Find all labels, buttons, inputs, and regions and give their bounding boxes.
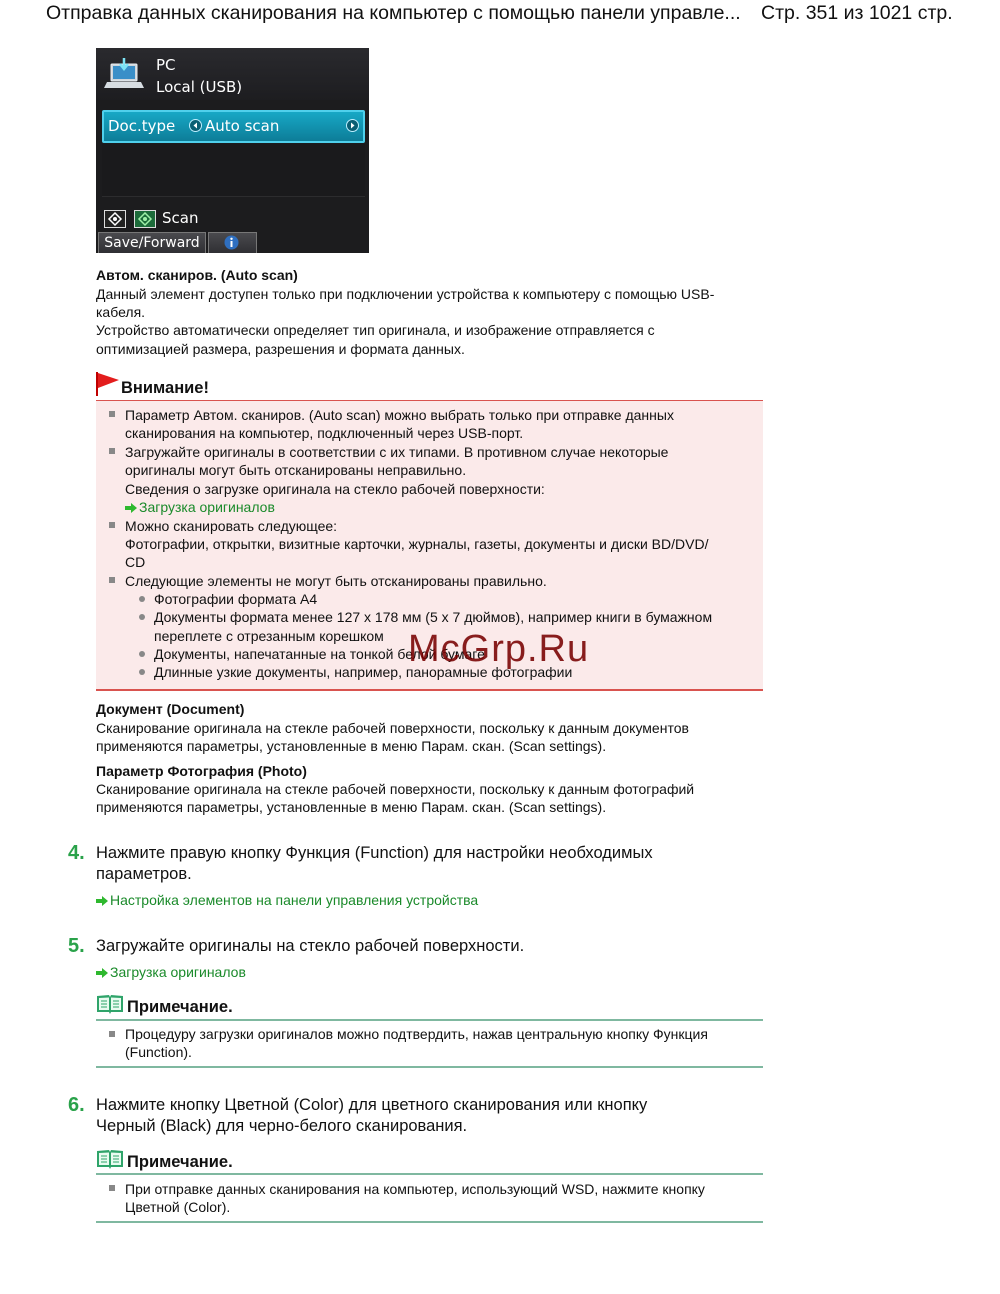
left-arrow-icon[interactable] <box>189 119 202 132</box>
note-2-text-2: Цветной (Color). <box>125 1199 231 1215</box>
info-icon <box>224 235 239 250</box>
doc-type-value: Auto scan <box>205 117 280 135</box>
loading-originals-link-text[interactable]: Загрузка оригиналов <box>139 499 275 515</box>
green-arrow-icon <box>96 896 108 906</box>
bullet-icon <box>109 522 115 528</box>
bullet-icon <box>109 1185 115 1191</box>
doc-type-setting[interactable] <box>102 110 365 143</box>
attention-item-1-cont: сканирования на компьютер, подключенный через USB-порт. <box>125 425 524 441</box>
step-6-text-1: Нажмите кнопку Цветной (Color) для цветного сканирования или кнопку <box>96 1096 648 1114</box>
loading-originals-link[interactable] <box>125 498 275 516</box>
loading-originals-link-2[interactable] <box>96 963 246 981</box>
step-5-number: 5. <box>68 935 85 957</box>
attention-item-2: Загружайте оригиналы в соответствии с их типами. В противном случае некоторые <box>125 444 669 460</box>
lcd-connection: Local (USB) <box>156 78 243 96</box>
photo-text-1: Сканирование оригинала на стекле рабочей поверхности, поскольку к данным фотографий <box>96 781 695 797</box>
document-text-2: применяются параметры, установленные в меню Парам. скан. (Scan settings). <box>96 738 607 754</box>
black-start-icon <box>104 210 126 228</box>
attention-subitem-1: Фотографии формата A4 <box>154 591 318 607</box>
bullet-dot-icon <box>139 596 145 602</box>
save-forward-tab[interactable]: Save/Forward <box>98 232 206 253</box>
bullet-dot-icon <box>139 614 145 620</box>
note-2-title: Примечание. <box>127 1153 233 1171</box>
attention-subitem-4: Длинные узкие документы, например, панорамные фотографии <box>154 664 573 680</box>
page-title: Отправка данных сканирования на компьютер с помощью панели управле... <box>46 2 741 24</box>
attention-subitem-2-cont: переплете с отрезанным корешком <box>154 628 384 644</box>
note-2-text-1: При отправке данных сканирования на компьютер, использующий WSD, нажмите кнопку <box>125 1181 705 1197</box>
photo-text-2: применяются параметры, установленные в меню Парам. скан. (Scan settings). <box>96 799 607 815</box>
note-1-bottom-rule <box>96 1066 763 1068</box>
attention-item-2-cont2: Сведения о загрузке оригинала на стекло рабочей поверхности: <box>125 481 545 497</box>
step-6-text-2: Черный (Black) для черно-белого сканирования. <box>96 1117 468 1135</box>
page-number: Стр. 351 из 1021 стр. <box>761 2 953 24</box>
auto-scan-text-3: Устройство автоматически определяет тип оригинала, и изображение отправляется с <box>96 322 655 338</box>
red-flag-icon <box>96 372 120 396</box>
attention-item-3-cont2: CD <box>125 554 146 570</box>
attention-item-3-cont: Фотографии, открытки, визитные карточки, журналы, газеты, документы и диски BD/DVD/ <box>125 536 709 552</box>
document-heading: Документ (Document) <box>96 701 245 717</box>
loading-originals-link-2-text[interactable]: Загрузка оригиналов <box>110 964 246 980</box>
step-4-text-2: параметров. <box>96 865 192 883</box>
right-arrow-icon[interactable] <box>346 119 359 132</box>
doc-type-label: Doc.type <box>108 117 176 135</box>
book-icon <box>96 1148 124 1170</box>
lcd-scan-label: Scan <box>162 209 199 227</box>
watermark: McGrp.Ru <box>408 628 590 670</box>
bullet-icon <box>109 411 115 417</box>
auto-scan-text-1: Данный элемент доступен только при подключении устройства к компьютеру с помощью USB- <box>96 286 715 302</box>
note-2-bottom-rule <box>96 1221 763 1223</box>
lcd-destination: PC <box>156 56 176 74</box>
lcd-empty-row <box>102 144 365 197</box>
laptop-icon <box>104 58 144 92</box>
attention-item-4: Следующие элементы не могут быть отсканированы правильно. <box>125 573 547 589</box>
note-1-text-2: (Function). <box>125 1044 192 1060</box>
photo-heading: Параметр Фотография (Photo) <box>96 763 307 779</box>
panel-settings-link[interactable] <box>96 891 478 909</box>
green-arrow-icon <box>96 968 108 978</box>
note-1-text-1: Процедуру загрузки оригиналов можно подтвердить, нажав центральную кнопку Функция <box>125 1026 708 1042</box>
color-start-icon <box>134 210 156 228</box>
auto-scan-text-2: кабеля. <box>96 304 146 320</box>
attention-subitem-3: Документы, напечатанные на тонкой белой бумаге <box>154 646 485 662</box>
attention-title: Внимание! <box>121 379 209 397</box>
book-icon <box>96 993 124 1015</box>
document-text-1: Сканирование оригинала на стекле рабочей поверхности, поскольку к данным документов <box>96 720 689 736</box>
attention-item-2-cont: оригиналы могут быть отсканированы неправильно. <box>125 462 467 478</box>
attention-item-1: Параметр Автом. сканиров. (Auto scan) можно выбрать только при отправке данных <box>125 407 674 423</box>
bullet-icon <box>109 577 115 583</box>
note-1-top-rule <box>96 1019 763 1021</box>
auto-scan-heading: Автом. сканиров. (Auto scan) <box>96 267 298 283</box>
bullet-icon <box>109 448 115 454</box>
lcd-screenshot <box>96 48 369 253</box>
note-1-title: Примечание. <box>127 998 233 1016</box>
note-2-top-rule <box>96 1173 763 1175</box>
step-4-number: 4. <box>68 842 85 864</box>
green-arrow-icon <box>125 503 137 513</box>
bullet-icon <box>109 1031 115 1037</box>
attention-subitem-2: Документы формата менее 127 x 178 мм (5 x 7 дюймов), например книги в бумажном <box>154 609 713 625</box>
auto-scan-text-4: оптимизацией размера, разрешения и формата данных. <box>96 341 465 357</box>
step-6-number: 6. <box>68 1094 85 1116</box>
panel-settings-link-text[interactable]: Настройка элементов на панели управления устройства <box>110 892 479 908</box>
step-5-text: Загружайте оригиналы на стекло рабочей поверхности. <box>96 937 525 955</box>
step-4-text-1: Нажмите правую кнопку Функция (Function) для настройки необходимых <box>96 844 653 862</box>
bullet-dot-icon <box>139 651 145 657</box>
attention-item-3: Можно сканировать следующее: <box>125 518 338 534</box>
bullet-dot-icon <box>139 669 145 675</box>
